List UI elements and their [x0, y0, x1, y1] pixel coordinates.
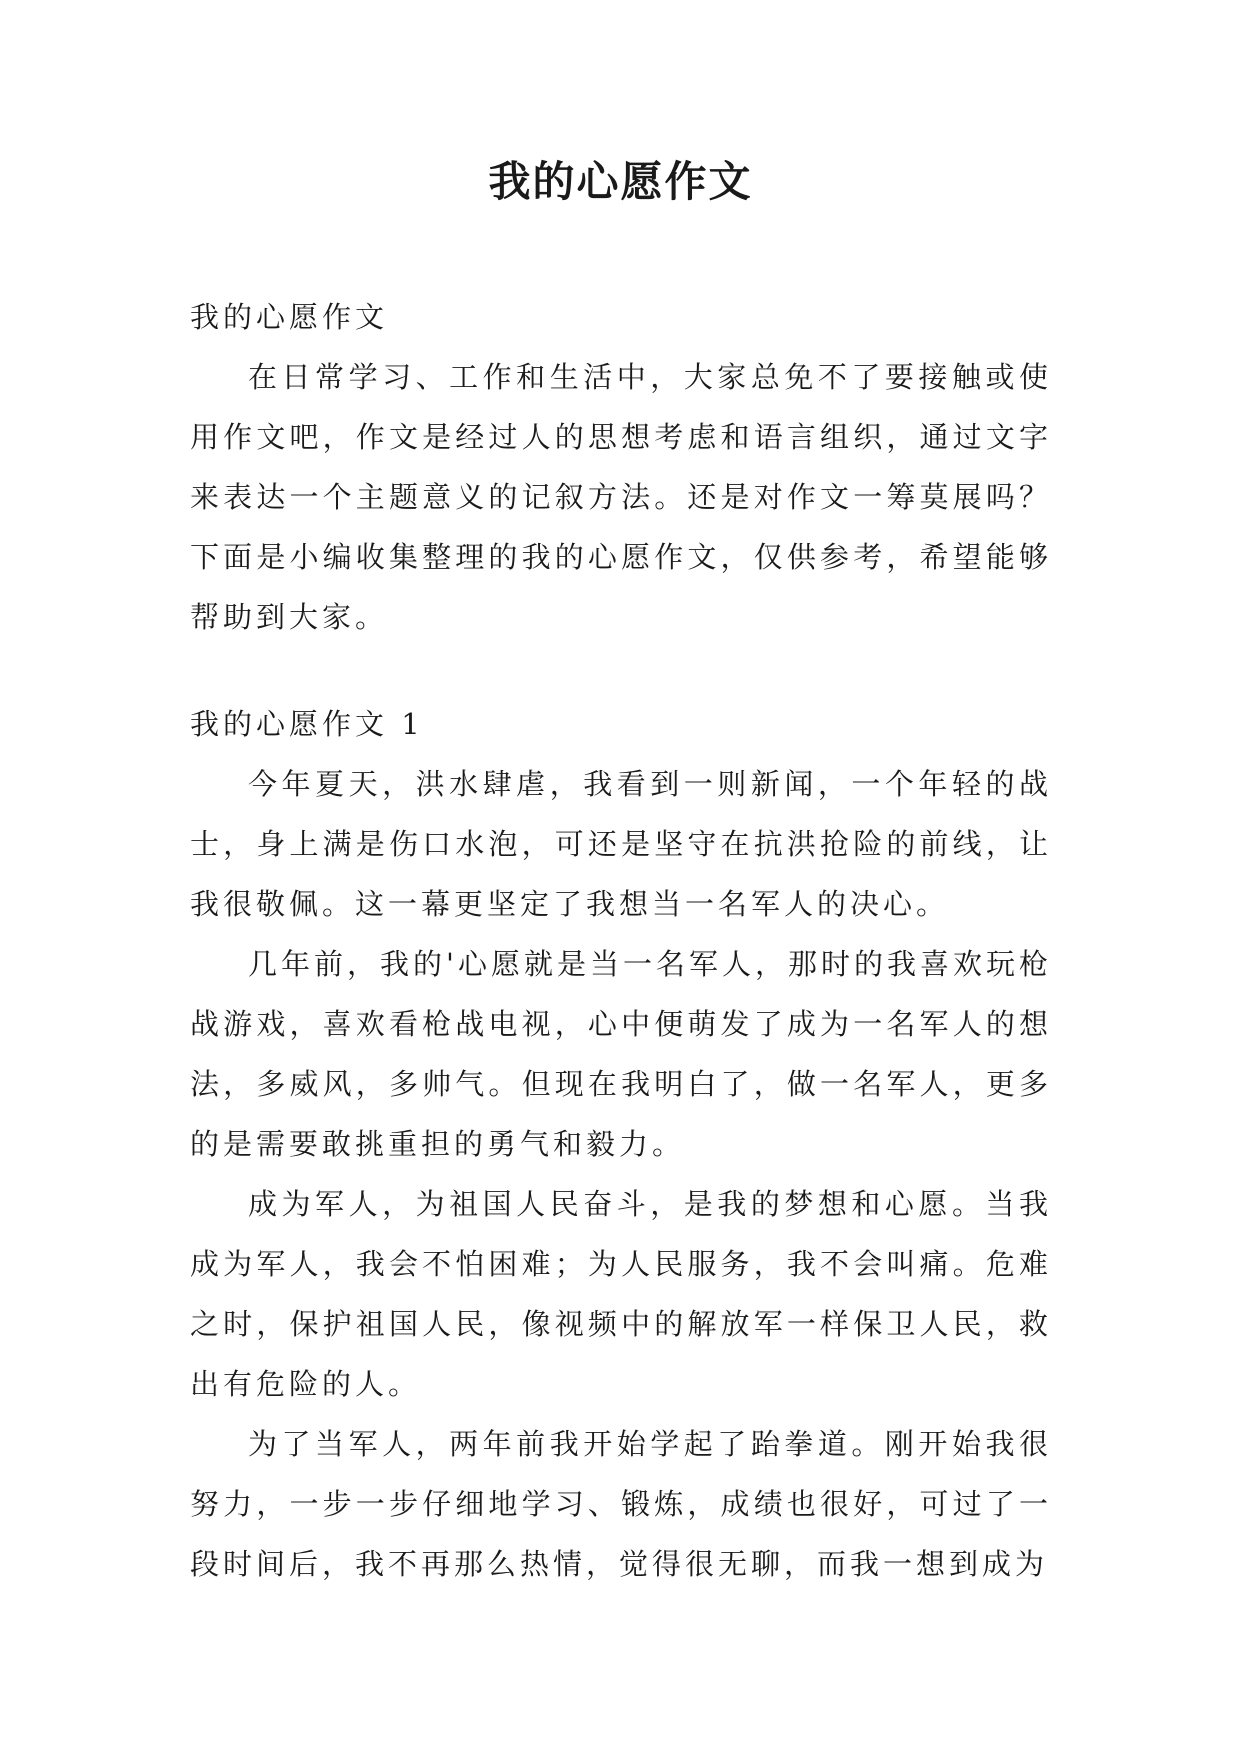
intro-paragraph: 在日常学习、工作和生活中，大家总免不了要接触或使用作文吧，作文是经过人的思想考虑和语言组织，通过文字来表达一个主题意义的记叙方法。还是对作文一筹莫展吗？下面是小编收集整理的我的心愿作文，仅供参考，希望能够帮助到大家。 [190, 360, 1052, 634]
body-paragraph: 今年夏天，洪水肆虐，我看到一则新闻，一个年轻的战士，身上满是伤口水泡，可还是坚守在抗洪抢险的前线，让我很敬佩。这一幕更坚定了我想当一名军人的决心。 [190, 767, 1052, 921]
section-heading: 我的心愿作文 1 [190, 707, 424, 741]
document-body [190, 287, 1052, 1594]
intro-heading: 我的心愿作文 [190, 300, 389, 334]
body-paragraph: 为了当军人，两年前我开始学起了跆拳道。刚开始我很努力，一步一步仔细地学习、锻炼，成绩也很好，可过了一段时间后，我不再那么热情，觉得很无聊，而我一想到成为 [190, 1427, 1052, 1581]
document-title: 我的心愿作文 [488, 157, 753, 206]
section-spacer [190, 647, 1052, 694]
body-paragraph: 几年前，我的'心愿就是当一名军人，那时的我喜欢玩枪战游戏，喜欢看枪战电视，心中便萌发了成为一名军人的想法，多威风，多帅气。但现在我明白了，做一名军人，更多的是需要敢挑重担的勇气和毅力。 [190, 947, 1052, 1161]
body-paragraph: 成为军人，为祖国人民奋斗，是我的梦想和心愿。当我成为军人，我会不怕困难；为人民服务，我不会叫痛。危难之时，保护祖国人民，像视频中的解放军一样保卫人民，救出有危险的人。 [190, 1187, 1052, 1401]
